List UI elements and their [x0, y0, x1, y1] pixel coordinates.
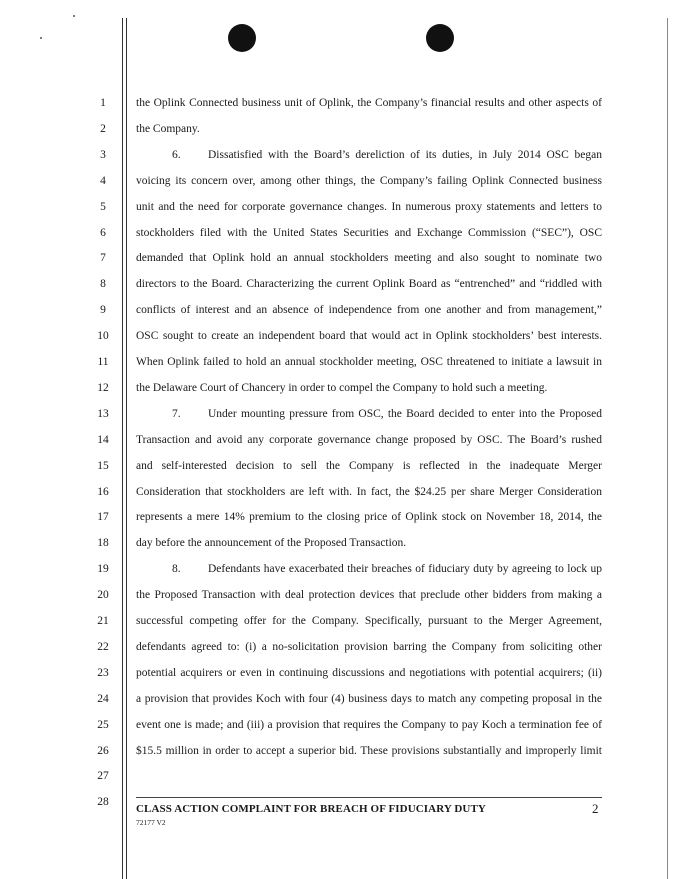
line-text: Transaction and avoid any corporate governance change proposed by OSC. The Board’s rushed [136, 433, 602, 446]
line-number: 23 [97, 666, 109, 679]
line-number: 16 [97, 485, 109, 498]
line-number: 19 [97, 563, 109, 576]
line-text: the Proposed Transaction with deal protection devices that preclude other bidders from making a [136, 589, 602, 602]
line-number: 22 [97, 640, 109, 653]
text-line [136, 122, 602, 136]
line-number: 9 [100, 304, 106, 317]
text-line [136, 666, 602, 680]
line-text: directors to the Board. Characterizing the current Oplink Board as “entrenched” and “riddled with [136, 278, 602, 291]
line-number: 18 [97, 537, 109, 550]
text-line [136, 510, 602, 524]
scan-speck [73, 15, 75, 17]
line-number: 27 [97, 770, 109, 783]
line-text: conflicts of interest and an absence of independence from one another and from management,” [136, 304, 602, 317]
footer-rule [136, 797, 602, 798]
line-number: 12 [97, 381, 109, 394]
line-text: the Company. [136, 122, 200, 135]
line-text: and self-interested decision to sell the Company is reflected in the inadequate Merger [136, 459, 602, 472]
line-number: 1 [100, 97, 106, 109]
text-line [136, 96, 602, 110]
paragraph-number: 8. [172, 563, 181, 576]
text-line [136, 355, 602, 369]
line-number: 7 [100, 252, 106, 265]
paragraph-number: 6. [172, 148, 181, 161]
footer-title: CLASS ACTION COMPLAINT FOR BREACH OF FIDUCIARY DUTY [136, 803, 486, 815]
paragraph-number: 7. [172, 407, 181, 420]
line-text: voicing its concern over, among other things, the Company’s failing Oplink Connected business [136, 174, 602, 187]
text-line [136, 200, 602, 214]
line-number: 2 [100, 122, 106, 135]
margin-rule-left-inner [126, 18, 127, 879]
footer-doc-code: 72177 V2 [136, 818, 166, 827]
line-number: 17 [97, 511, 109, 524]
line-number: 28 [97, 796, 109, 809]
line-number: 3 [100, 148, 106, 161]
line-text: represents a mere 14% premium to the closing price of Oplink stock on November 18, 2014, the [136, 511, 602, 524]
paragraph-first-line [136, 562, 602, 576]
line-number: 4 [100, 174, 106, 187]
line-number: 11 [97, 356, 109, 368]
line-number: 21 [97, 615, 109, 627]
paragraph-first-line [136, 407, 602, 421]
line-number: 10 [97, 330, 109, 343]
text-line [136, 485, 602, 499]
line-text: $15.5 million in order to accept a superior bid. These provisions substantially and improperly limit [136, 744, 602, 757]
line-text: When Oplink failed to hold an annual stockholder meeting, OSC threatened to initiate a lawsuit in [136, 356, 602, 368]
line-number: 6 [100, 226, 106, 239]
line-number: 24 [97, 692, 109, 705]
paragraph-first-line [136, 148, 602, 162]
line-text: Defendants have exacerbated their breaches of fiduciary duty by agreeing to lock up [208, 563, 602, 576]
line-text: stockholders filed with the United States Securities and Exchange Commission (“SEC”), OSC [136, 226, 602, 239]
line-text: the Oplink Connected business unit of Oplink, the Company’s financial results and other aspects of [136, 97, 602, 109]
text-line [136, 226, 602, 240]
text-line [136, 251, 602, 265]
line-text: OSC sought to create an independent board that would act in Oplink stockholders’ best interests. [136, 330, 602, 343]
text-line [136, 277, 602, 291]
line-text: defendants agreed to: (i) a no-solicitation provision barring the Company from soliciting other [136, 640, 602, 653]
text-line [136, 381, 602, 395]
text-line [136, 459, 602, 473]
line-text: Dissatisfied with the Board’s dereliction of its duties, in July 2014 OSC began [208, 148, 602, 161]
line-number: 5 [100, 200, 106, 213]
line-text: unit and the need for corporate governance changes. In numerous proxy statements and letters to [136, 200, 602, 213]
line-number: 13 [97, 407, 109, 420]
line-number: 14 [97, 433, 109, 446]
text-line [136, 433, 602, 447]
margin-rule-left-outer [122, 18, 123, 879]
margin-rule-right [667, 18, 668, 879]
line-number: 25 [97, 718, 109, 731]
line-number: 20 [97, 589, 109, 602]
text-line [136, 614, 602, 628]
text-line [136, 640, 602, 654]
text-line [136, 303, 602, 317]
text-line [136, 174, 602, 188]
text-line [136, 744, 602, 758]
line-text: event one is made; and (iii) a provision that requires the Company to pay Koch a termination fee of [136, 718, 602, 731]
line-number: 8 [100, 278, 106, 291]
line-text: demanded that Oplink hold an annual stockholders meeting and also sought to nominate two [136, 252, 602, 265]
text-line [136, 588, 602, 602]
text-line [136, 692, 602, 706]
line-text: potential acquirers or even in continuing discussions and negotiations with potential acquirers; (ii) [136, 666, 602, 679]
text-line [136, 329, 602, 343]
line-text: Under mounting pressure from OSC, the Board decided to enter into the Proposed [208, 407, 602, 420]
line-number: 26 [97, 744, 109, 757]
line-number: 15 [97, 459, 109, 472]
text-line [136, 536, 602, 550]
punch-hole-left [228, 24, 256, 52]
line-text: the Delaware Court of Chancery in order to compel the Company to hold such a meeting. [136, 381, 548, 394]
line-text: Consideration that stockholders are left with. In fact, the $24.25 per share Merger Consideration [136, 485, 602, 498]
line-text: a provision that provides Koch with four (4) business days to match any competing proposal in the [136, 692, 602, 705]
punch-hole-right [426, 24, 454, 52]
text-line [136, 718, 602, 732]
line-text: day before the announcement of the Proposed Transaction. [136, 537, 407, 550]
page-number: 2 [592, 801, 599, 816]
line-text: successful competing offer for the Company. Specifically, pursuant to the Merger Agreement, [136, 615, 602, 627]
scan-speck [40, 37, 42, 39]
